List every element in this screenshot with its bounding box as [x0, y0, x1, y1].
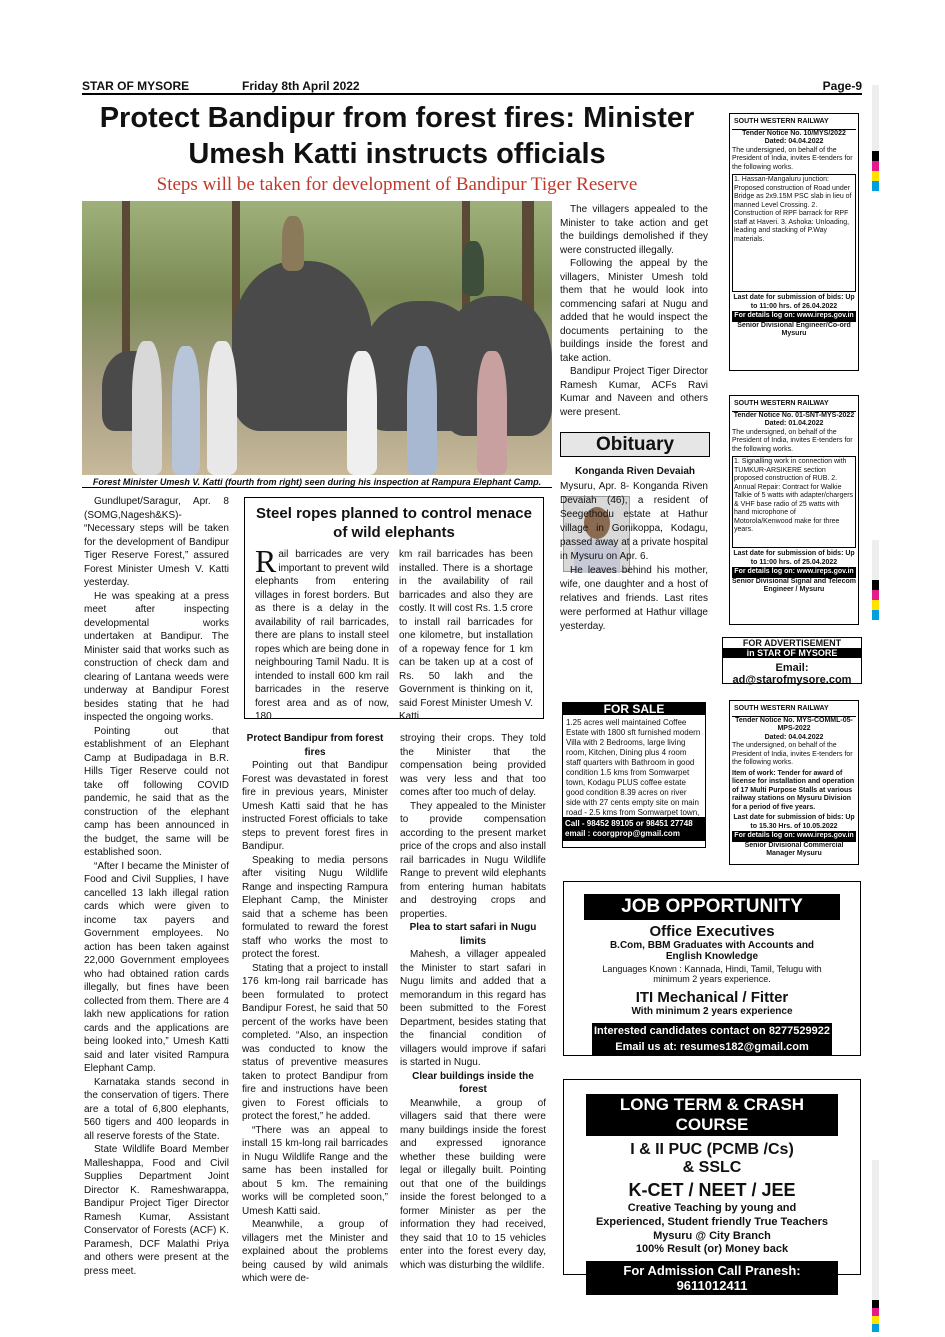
headline: Protect Bandipur from forest fires: Minister Umesh Katti instructs officials: [99, 102, 695, 170]
article-column-3: [400, 732, 546, 1272]
obituary-text: Mysuru, Apr. 8- Konganda Riven Devaiah (46), a resident of Seegethodu estate at Hathur village in Gonikoppa, Kodagu, passed away at a private hospital in Mysuru on Apr. 6. He leaves behind his mother, wife, one daughter and a host of relatives and friends. Last rites were performed at Hathur village yesterday.: [560, 481, 708, 632]
article-column-2: [242, 732, 388, 1286]
paragraph: Pointing out that establishment of an Elephant Camp at Budipadaga in B.R. Hills Tiger Reserve could not take off following COVID pandemic, he said that as the construction of the elephant camp has been announced in the budget, the same will be established soon.: [84, 725, 229, 858]
for-sale-ad: [562, 702, 706, 848]
job-contact: Interested candidates contact on 8277529922: [594, 1025, 830, 1037]
course-title: LONG TERM & CRASH COURSE: [586, 1094, 838, 1136]
paper-name: STAR OF MYSORE: [82, 79, 190, 93]
article-column-1: [84, 495, 229, 1278]
job-email[interactable]: Email us at: resumes182@gmail.com: [592, 1039, 832, 1055]
article-column-4: [560, 203, 708, 419]
subheading: Protect Bandipur from forest fires: [246, 733, 384, 758]
course-phone: For Admission Call Pranesh: 9611012411: [586, 1261, 838, 1295]
paragraph: They appealed to the Minister to provide compensation according to the present market price of the crops and also install rail barricades in Nugu Wildlife Range to prevent wild elephants from entering human habitats and destroying crops and properties.: [400, 800, 546, 920]
paragraph: State Wildlife Board Member Malleshappa, Food and Civil Supplies Department Joint Director K. Rameshwarappa, Bandipur Project Tiger Director Ramesh Kumar, Assistant Conservator of Forests (ACF) K. Paramesh, DCF Malathi Priya and others were present at the press meet.: [84, 1144, 229, 1277]
crash-course-ad: LONG TERM & CRASH COURSE I & II PUC (PCMB /Cs) & SSLC K-CET / NEET / JEE Creative Teaching by young and Experienced, Student friendly True Teachers Mysuru @ City Branch 100% Result (or) Money back For Admission Call Pranesh: 9611012411: [563, 1079, 861, 1275]
elephant-camp-photo: [82, 201, 552, 475]
box-right-column: km rail barricades has been installed. There is a shortage in the availability of rail barricades and also they are costly. It will cost Rs. 1.5 crore to install rail barricades for one kilometre, but installation of a ropeway fence for 1 km can be taken up at a cost of Rs. 50 lakh and the Government is thinking on it, said Forest Minister Umesh V. Katti.: [399, 549, 533, 722]
job-title: JOB OPPORTUNITY: [584, 894, 840, 920]
for-sale-contact: Call - 98452 89105 or 98451 27748 email : coorgprop@gmail.com: [563, 817, 705, 841]
tender-notice-3: SOUTH WESTERN RAILWAY Tender Notice No. MYS-COMML-05-MPS-2022 Dated: 04.04.2022 The undersigned, on behalf of the President of India, invites E-tenders for the following works. Item of work: Tender for award of license for installation and operation of 17 Multi Purpose Stalls at various railway stations on Mysuru Division for a period of five years. Last date for submission of bids: Up to 15.30 Hrs. of 10.05.2022 For details log on: www.ireps.gov.in Senior Divisional Commercial Manager Mysuru: [729, 700, 859, 865]
paragraph: stroying their crops. They told the Minister that the compensation being provided was very less and that too comes after too much of delay.: [400, 733, 546, 798]
railway-name: SOUTH WESTERN RAILWAY: [732, 116, 856, 130]
photo-caption: Forest Minister Umesh V. Katti (fourth from right) seen during his inspection at Rampura Elephant Camp.: [82, 477, 552, 488]
paragraph: Karnataka stands second in the conservation of tigers. There are a total of 6,800 elephants, 560 tigers and 400 leopards in all reserve forests of the State.: [84, 1076, 229, 1142]
paragraph: Mahesh, a villager appealed the Minister to start safari in Nugu limits and added that a memorandum in this regard has been submitted to the Forest Department, besides stating that the financial condition of villagers would improve if safari is started in Nugu.: [400, 949, 546, 1068]
for-sale-body: 1.25 acres well maintained Coffee Estate with 1800 sft furnished modern Villa with 2 Bedrooms, large living room, Kitchen, Dining plus 4 room staff quarters with Bathroom in good condition 1.5 kms from Somwarpet town, Kodagu PLUS coffee estate good condition 8.39 acres on river side with 27 cents empty site on main road - 2.5 kms from Somwarpet town,: [566, 718, 701, 817]
job-opportunity-ad: JOB OPPORTUNITY Office Executives B.Com, BBM Graduates with Accounts and English Knowledge Languages Known : Kannada, Hindi, Tamil, Telugu with minimum 2 years experience. ITI Mechanical / Fitter With minimum 2 years experience Interested candidates contact on 8277529922 Email us at: resumes182@gmail.com: [563, 881, 861, 1056]
obituary-name: Konganda Riven Devaiah: [574, 466, 696, 477]
advertisement-contact: FOR ADVERTISEMENT in STAR OF MYSORE Email: ad@starofmysore.com: [722, 637, 862, 684]
obituary-title: Obituary: [560, 432, 710, 457]
paragraph: Stating that a project to install 176 km-long rail barricade has been formulated to protect Bandipur Forest, he said that 50 percent of the works have been completed. “Also, an inspection was conducted to know the status of preventive measures taken to protect Bandipur from fire and instructions have been given to Forest officials to protect the forest,” he added.: [242, 962, 388, 1122]
paragraph: Pointing out that Bandipur Forest was devastated in forest fire in previous years, Minister Umesh Katti said that he has instructed Forest officials to take steps to prevent forest fires in Bandipur.: [242, 760, 388, 852]
paragraph: “There was an appeal to install 15 km-long rail barricades in Nugu Wildlife Range and the same has been installed for about 5 km. The remaining works will be completed soon,” Umesh Katti said.: [242, 1124, 388, 1217]
registration-bar: [872, 85, 879, 151]
page-header: [82, 79, 862, 95]
subheadline: Steps will be taken for development of Bandipur Tiger Reserve: [156, 174, 638, 195]
paragraph: Gundlupet/Saragur, Apr. 8 (SOMG,Nagesh&KS)- “Necessary steps will be taken for the development of Bandipur Tiger Reserve Forest,” assured Forest Minister Umesh V. Katti yesterday.: [84, 496, 229, 588]
advertisement-email[interactable]: Email: ad@starofmysore.com: [732, 662, 852, 686]
paragraph: Speaking to media persons after visiting Nugu Wildlife Range and inspecting Rampura Elephant Camp, the Minister said that a scheme has been formulated to reward the forest staff who works the most to protect the forest.: [242, 854, 388, 960]
steel-ropes-box: [244, 497, 544, 722]
paragraph: Following the appeal by the villagers, Minister Umesh told them that he would look into commencing safari at Nugu and added that he would inspect the documents pertaining to the buildings inside the forest and take action.: [560, 258, 708, 364]
box-title: Steel ropes planned to control menace of wild elephants: [256, 505, 532, 541]
subheading: Plea to start safari in Nugu limits: [409, 922, 537, 947]
paragraph: He was speaking at a press meet after inspecting developmental works undertaken at Bandipur. The Minister said that works such as construction of check dam and clearing of Lantana weeds were underway at Bandipur Forest besides stating that he had inspected the ongoing works.: [84, 590, 229, 723]
paragraph: Bandipur Project Tiger Director Ramesh Kumar, ACFs Ravi Kumar and Naveen and others were present.: [560, 366, 708, 418]
page-number: Page-9: [822, 79, 862, 93]
for-sale-title: FOR SALE: [563, 703, 705, 715]
box-left-column: Rail barricades are very important to prevent wild elephants from entering villages in forest borders. But as there is a delay in the availability of rail barricades, there are plans to install steel ropes which are being done in neighbouring Tamil Nadu. It is intended to install 600 km rail barricades in the reserve forest area and as of now, 180: [255, 543, 389, 722]
subheading: Clear buildings inside the forest: [412, 1070, 534, 1095]
paragraph: “After I became the Minister of Food and Civil Supplies, I have cancelled 13 lakh illegal ration cards which were given to income tax payers and Government employees. No action has been taken against 22,000 Government employees who had obtained ration cards illegally, but fines have been collected from them. There are 4 lakh new applications for ration cards and the applications are being looked into,” Umesh Katti said and later visited Rampura Elephant Camp.: [84, 860, 229, 1074]
tender-notice-2: SOUTH WESTERN RAILWAY Tender Notice No. 01-SNT-MYS-2022 Dated: 01.04.2022 The undersigned, on behalf of the President of India, invites E-tenders for the following works. 1. Signalling work in connection with TUMKUR-ARSIKERE section proposed construction of RUB. 2. Annual Repair: Contract for Walkie Talkie of 5 watts with adapter/chargers & VHF base radio of 25 watts with hand microphone of Motorola/Kenwood make for three years. Last date for submission of bids: Up to 11:00 hrs. of 25.04.2022 For details log on: www.ireps.gov.in Senior Divisional Signal and Telecom Engineer / Mysuru: [729, 395, 859, 625]
drop-cap: R: [255, 543, 277, 579]
paragraph: The villagers appealed to the Minister to take action and get the buildings demolished if they were constructed illegally.: [560, 204, 708, 256]
issue-date: Friday 8th April 2022: [242, 79, 360, 93]
paragraph: Meanwhile, a group of villagers said that there were many buildings inside the forest and expressed ignorance whether these building were legal or illegally built. Pointing out that one of the buildings inside the forest belonged to a former Minister as per the information they had received, they said that 10 to 15 vehicles enter into the forest every day, which was disturbing the wildlife.: [400, 1097, 546, 1271]
tender-notice-1: SOUTH WESTERN RAILWAY Tender Notice No. 10/MYS/2022 Dated: 04.04.2022 The undersigned, on behalf of the President of India, invites E-tenders for the following works. 1. Hassan-Mangaluru junction: Proposed construction of Road under Bridge as 2x9.15M PSC slab in lieu of manned Level Crossing. 2. Construction of RPF barrack for RPF staff at Haveri. 3. Ashoka: Unloading, leading and stacking of P.Way materials. Last date for submission of bids: Up to 11:00 hrs. of 26.04.2022 For details log on: www.ireps.gov.in Senior Divisional Engineer/Co-ord Mysuru: [729, 113, 859, 371]
paragraph: Meanwhile, a group of villagers met the Minister and explained about the problems being caused by wild animals which were de-: [242, 1219, 388, 1284]
